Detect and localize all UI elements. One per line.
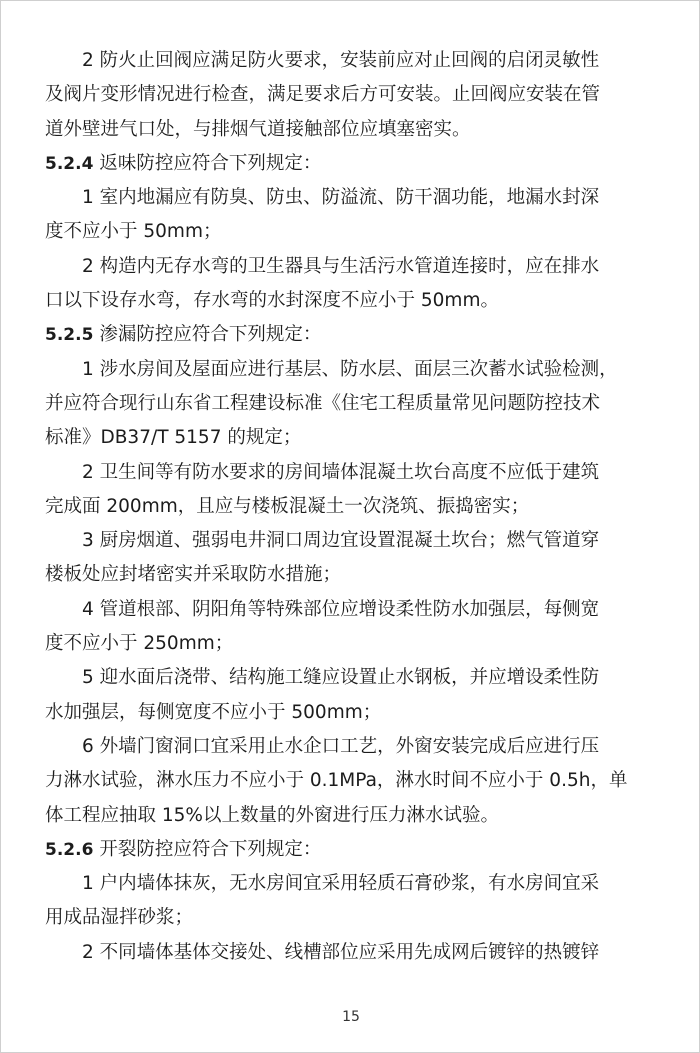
clause-text: 返味防控应符合下列规定： bbox=[99, 152, 322, 174]
text-line: 道外壁进气口处，与排烟气道接触部位应填塞密实。 bbox=[45, 118, 471, 140]
text-line: 6 外墙门窗洞口宜采用止水企口工艺，外窗安装完成后应进行压 bbox=[82, 735, 600, 757]
text-line: 楼板处应封堵密实并采取防水措施； bbox=[45, 564, 342, 586]
text-line: 2 不同墙体基体交接处、线槽部位应采用先成网后镀锌的热镀锌 bbox=[82, 941, 600, 963]
page-number: 15 bbox=[342, 1009, 360, 1025]
text-line: 2 卫生间等有防水要求的房间墙体混凝土坎台高度不应低于建筑 bbox=[82, 461, 600, 483]
text-line: 标准》DB37/T 5157 的规定； bbox=[45, 427, 302, 449]
clause-heading bbox=[45, 147, 667, 181]
text-line: 3 厨房烟道、强弱电井洞口周边宜设置混凝土坎台；燃气管道穿 bbox=[82, 530, 600, 552]
text-line: 水加强层，每侧宽度不应小于 500mm； bbox=[45, 701, 382, 723]
text-line: 力淋水试验，淋水压力不应小于 0.1MPa，淋水时间不应小于 0.5h，单 bbox=[45, 770, 628, 792]
text-line: 及阀片变形情况进行检查，满足要求后方可安装。止回阀应安装在管 bbox=[45, 84, 601, 106]
list-item bbox=[45, 661, 667, 730]
clause-text: 开裂防控应符合下列规定： bbox=[99, 838, 322, 860]
clause-heading bbox=[45, 318, 667, 352]
list-item bbox=[45, 936, 667, 970]
list-item bbox=[45, 524, 667, 593]
text-line: 用成品湿拌砂浆； bbox=[45, 907, 194, 929]
list-item bbox=[45, 456, 667, 525]
list-item bbox=[45, 181, 667, 250]
text-line: 口以下设存水弯，存水弯的水封深度不应小于 50mm。 bbox=[45, 290, 499, 312]
text-line: 4 管道根部、阴阳角等特殊部位应增设柔性防水加强层，每侧宽 bbox=[82, 598, 600, 620]
text-line: 1 户内墙体抹灰，无水房间宜采用轻质石膏砂浆，有水房间宜采 bbox=[82, 873, 600, 895]
list-item bbox=[45, 353, 667, 456]
clause-number: 5.2.5 bbox=[45, 325, 94, 346]
text-line: 并应符合现行山东省工程建设标准《住宅工程质量常见问题防控技术 bbox=[45, 392, 601, 414]
text-line: 5 迎水面后浇带、结构施工缝应设置止水钢板，并应增设柔性防 bbox=[82, 667, 600, 689]
text-line: 2 构造内无存水弯的卫生器具与生活污水管道连接时，应在排水 bbox=[82, 255, 600, 277]
clause-number: 5.2.4 bbox=[45, 153, 94, 174]
list-item bbox=[45, 44, 667, 147]
list-item bbox=[45, 250, 667, 319]
text-line: 1 室内地漏应有防臭、防虫、防溢流、防干涸功能，地漏水封深 bbox=[82, 187, 600, 209]
clause-number: 5.2.6 bbox=[45, 839, 94, 860]
list-item bbox=[45, 730, 667, 833]
text-line: 1 涉水房间及屋面应进行基层、防水层、面层三次蓄水试验检测， bbox=[82, 358, 618, 380]
document-body bbox=[45, 44, 667, 970]
text-line: 度不应小于 50mm； bbox=[45, 221, 222, 243]
text-line: 完成面 200mm，且应与楼板混凝土一次浇筑、振捣密实； bbox=[45, 495, 530, 517]
clause-heading bbox=[45, 833, 667, 867]
text-line: 度不应小于 250mm； bbox=[45, 633, 234, 655]
list-item bbox=[45, 593, 667, 662]
text-line: 体工程应抽取 15%以上数量的外窗进行压力淋水试验。 bbox=[45, 804, 500, 826]
clause-text: 渗漏防控应符合下列规定： bbox=[99, 324, 322, 346]
list-item bbox=[45, 867, 667, 936]
text-line: 2 防火止回阀应满足防火要求，安装前应对止回阀的启闭灵敏性 bbox=[82, 50, 600, 71]
